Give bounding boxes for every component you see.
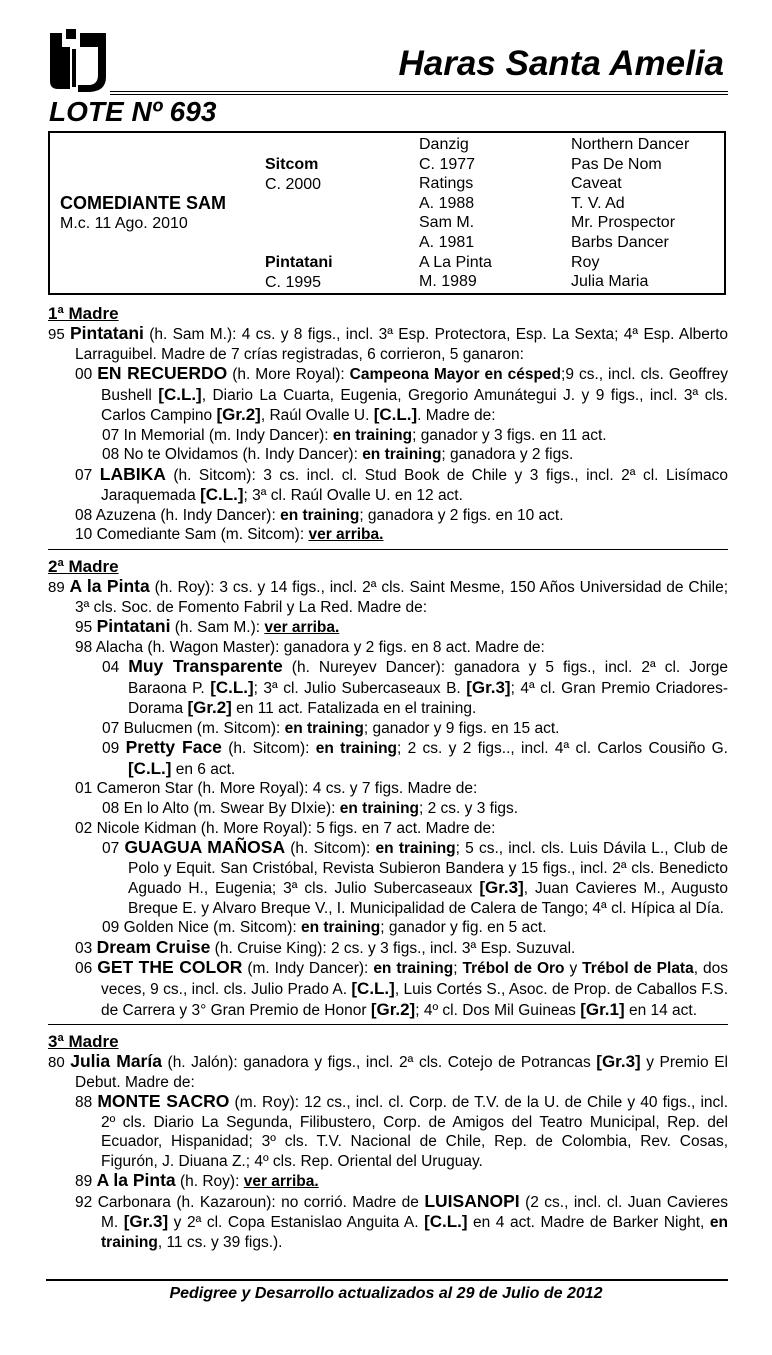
- pedigree-cell: Ratings: [419, 175, 474, 193]
- footer-rule: [46, 1279, 728, 1281]
- pedigree-cell: C. 1977: [419, 155, 476, 173]
- dam-description: C. 1995: [265, 273, 322, 291]
- pedigree-cell: A La Pinta: [419, 253, 492, 271]
- section-heading-first-dam: 1ª Madre: [48, 304, 119, 323]
- pedigree-cell: M. 1989: [419, 273, 477, 291]
- foal-entry: 01 Cameron Star (h. More Royal): 4 cs. y 7 figs. Madre de:: [75, 780, 478, 798]
- pedigree-cell: Caveat: [571, 175, 622, 193]
- sire-name: Sitcom: [265, 156, 319, 173]
- foal-entry: 09 Golden Nice (m. Sitcom): en training; ganador y fig. en 5 act.: [102, 919, 547, 937]
- produce-record: [48, 303, 728, 1253]
- pedigree-cell: Julia Maria: [571, 273, 649, 291]
- foal-entry: 06 GET THE COLOR (m. Indy Dancer): en training; Trébol de Oro y Trébol de Plata, dos veces, 9 cs., incl. cls. Julio Prado A. [C.L.], Luis Cortés S., Asoc. de Prop. de Caballos F.S. de Carrera y 3° Gran Premio de Honor [Gr.2]; 4º cl. Dos Mil Guineas [Gr.1] en 14 act.: [75, 957, 729, 1019]
- foal-entry: 10 Comediante Sam (m. Sitcom): ver arriba.: [75, 526, 384, 544]
- horse-description: M.c. 11 Ago. 2010: [60, 214, 188, 232]
- see-above-link: ver arriba.: [308, 526, 384, 544]
- foal-entry: 95 Pintatani (h. Sam M.): ver arriba.: [75, 616, 340, 637]
- header-rule: [110, 91, 728, 92]
- foal-entry: 92 Carbonara (h. Kazaroun): no corrió. Madre de LUISANOPI (2 cs., incl. cl. Juan Cavieres M. [Gr.3] y 2ª cl. Copa Estanislao Anguita A. [C.L.] en 4 act. Madre de Barker Night, en training, 11 cs. y 39 figs.).: [75, 1190, 728, 1251]
- foal-entry: 08 En lo Alto (m. Swear By DIxie): en training; 2 cs. y 3 figs.: [102, 800, 519, 818]
- pedigree-cell: A. 1988: [419, 194, 475, 212]
- dam-entry: 80 Julia María (h. Jalón): ganadora y figs., incl. 2ª cls. Cotejo de Potrancas [Gr.3] y Premio El Debut. Madre de:: [48, 1051, 728, 1091]
- pedigree-cell: Pas De Nom: [571, 155, 662, 173]
- pedigree-col-parents: [265, 155, 333, 292]
- stud-logo-icon: [48, 29, 108, 93]
- foal-entry: 07 In Memorial (m. Indy Dancer): en training; ganador y 3 figs. en 11 act.: [102, 426, 607, 444]
- section-divider: [48, 549, 728, 550]
- stud-title: Haras Santa Amelia: [398, 44, 724, 83]
- pedigree-col-horse: [60, 194, 226, 233]
- foal-entry: 04 Muy Transparente (h. Nureyev Dancer): ganadora y 5 figs., incl. 2ª cl. Jorge Baraona P. [C.L.]; 3ª cl. Julio Subercaseaux B. [Gr.3]; 4ª cl. Gran Premio Criadores-Dorama [Gr.2] en 11 act. Fatalizada en el training.: [102, 656, 728, 718]
- foal-entry: 98 Alacha (h. Wagon Master): ganadora y 2 figs. en 8 act. Madre de:: [75, 638, 545, 656]
- footer-note: Pedigree y Desarrollo actualizados al 29 de Julio de 2012: [169, 1285, 603, 1302]
- foal-entry: 02 Nicole Kidman (h. More Royal): 5 figs. en 7 act. Madre de:: [75, 819, 496, 837]
- pedigree-col-grandparents: [419, 135, 492, 292]
- section-divider: [48, 1024, 728, 1025]
- foal-entry: 00 EN RECUERDO (h. More Royal): Campeona Mayor en césped;9 cs., incl. cls. Geoffrey Bushell [C.L.], Diario La Cuarta, Eugenia, Gregorio Amunátegui J. y 9 figs., incl. 3ª cls. Carlos Campino [Gr.2], Raúl Ovalle U. [C.L.]. Madre de:: [75, 363, 728, 425]
- pedigree-cell: Roy: [571, 253, 600, 271]
- pedigree-cell: Danzig: [419, 136, 469, 153]
- horse-name: COMEDIANTE SAM: [60, 193, 226, 213]
- sire-description: C. 2000: [265, 175, 322, 193]
- section-heading-third-dam: 3ª Madre: [48, 1032, 119, 1052]
- foal-entry: 07 Bulucmen (m. Sitcom): en training; ganador y 9 figs. en 15 act.: [102, 719, 560, 737]
- pedigree-col-great-grandparents: [571, 135, 689, 292]
- pedigree-cell: Mr. Prospector: [571, 214, 676, 232]
- foal-entry: 07 GUAGUA MAÑOSA (h. Sitcom): en training; 5 cs., incl. cls. Luis Dávila L., Club de Polo y Equit. San Cristóbal, Revista Subieron Bandera y 15 figs., incl. 2ª cls. Benedicto Aguado H., Eugenia; 3ª cls. Julio Subercaseaux [Gr.3], Juan Cavieres M., Augusto Breque E. y Alvaro Breque V., I. Municipalidad de Calera de Tango; 4ª cl. Hípica al Día.: [102, 837, 728, 917]
- foal-entry: 08 No te Olvidamos (h. Indy Dancer): en training; ganadora y 2 figs.: [102, 446, 574, 464]
- foal-entry: 07 LABIKA (h. Sitcom): 3 cs. incl. cl. Stud Book de Chile y 3 figs., incl. 2ª cl. Lisímaco Jaraquemada [C.L.]; 3ª cl. Raúl Ovalle U. en 12 act.: [75, 463, 728, 505]
- dam-entry: 95 Pintatani (h. Sam M.): 4 cs. y 8 figs., incl. 3ª Esp. Protectora, Esp. La Sexta; 4ª Esp. Alberto Larraguibel. Madre de 7 crías registradas, 6 corrieron, 5 ganaron:: [48, 323, 729, 363]
- pedigree-table: [48, 131, 726, 295]
- foal-entry: 09 Pretty Face (h. Sitcom): en training; 2 cs. y 2 figs.., incl. 4ª cl. Carlos Cousiño G. [C.L.] en 6 act.: [102, 737, 728, 778]
- section-heading-second-dam: 2ª Madre: [48, 557, 119, 577]
- pedigree-cell: Northern Dancer: [571, 136, 690, 153]
- foal-entry: 88 MONTE SACRO (m. Roy): 12 cs., incl. cl. Corp. de T.V. de la U. de Chile y 40 figs., incl. 2º cls. Diario La Segunda, Filibustero, Corp. de Amigos del Teatro Municipal, Rep. del Ecuador, Hispanidad; 3º cls. T.V. Nacional de Chile, Rep. de Colombia, Rev. Cosas, Figurón, J. Diuana Z.; 4º cls. Rep. Oriental del Uruguay.: [75, 1091, 729, 1170]
- pedigree-cell: Barbs Dancer: [571, 233, 669, 251]
- foal-entry: 08 Azuzena (h. Indy Dancer): en training; ganadora y 2 figs. en 10 act.: [75, 506, 564, 524]
- pedigree-cell: A. 1981: [419, 233, 475, 251]
- foal-entry: 89 A la Pinta (h. Roy): ver arriba.: [75, 1170, 319, 1191]
- lot-number: LOTE Nº 693: [49, 96, 217, 127]
- see-above-link: ver arriba.: [243, 1173, 319, 1191]
- foal-entry: 03 Dream Cruise (h. Cruise King): 2 cs. y 3 figs., incl. 3ª Esp. Suzuval.: [75, 936, 576, 957]
- dam-name: Pintatani: [265, 253, 333, 271]
- see-above-link: ver arriba.: [264, 619, 340, 637]
- pedigree-cell: T. V. Ad: [571, 194, 625, 212]
- dam-entry: 89 A la Pinta (h. Roy): 3 cs. y 14 figs., incl. 2ª cls. Saint Mesme, 150 Años Universidad de Chile; 3ª cls. Soc. de Fomento Fabril y La Red. Madre de:: [48, 576, 729, 616]
- header-rule-secondary: [110, 94, 728, 95]
- pedigree-cell: Sam M.: [419, 214, 475, 232]
